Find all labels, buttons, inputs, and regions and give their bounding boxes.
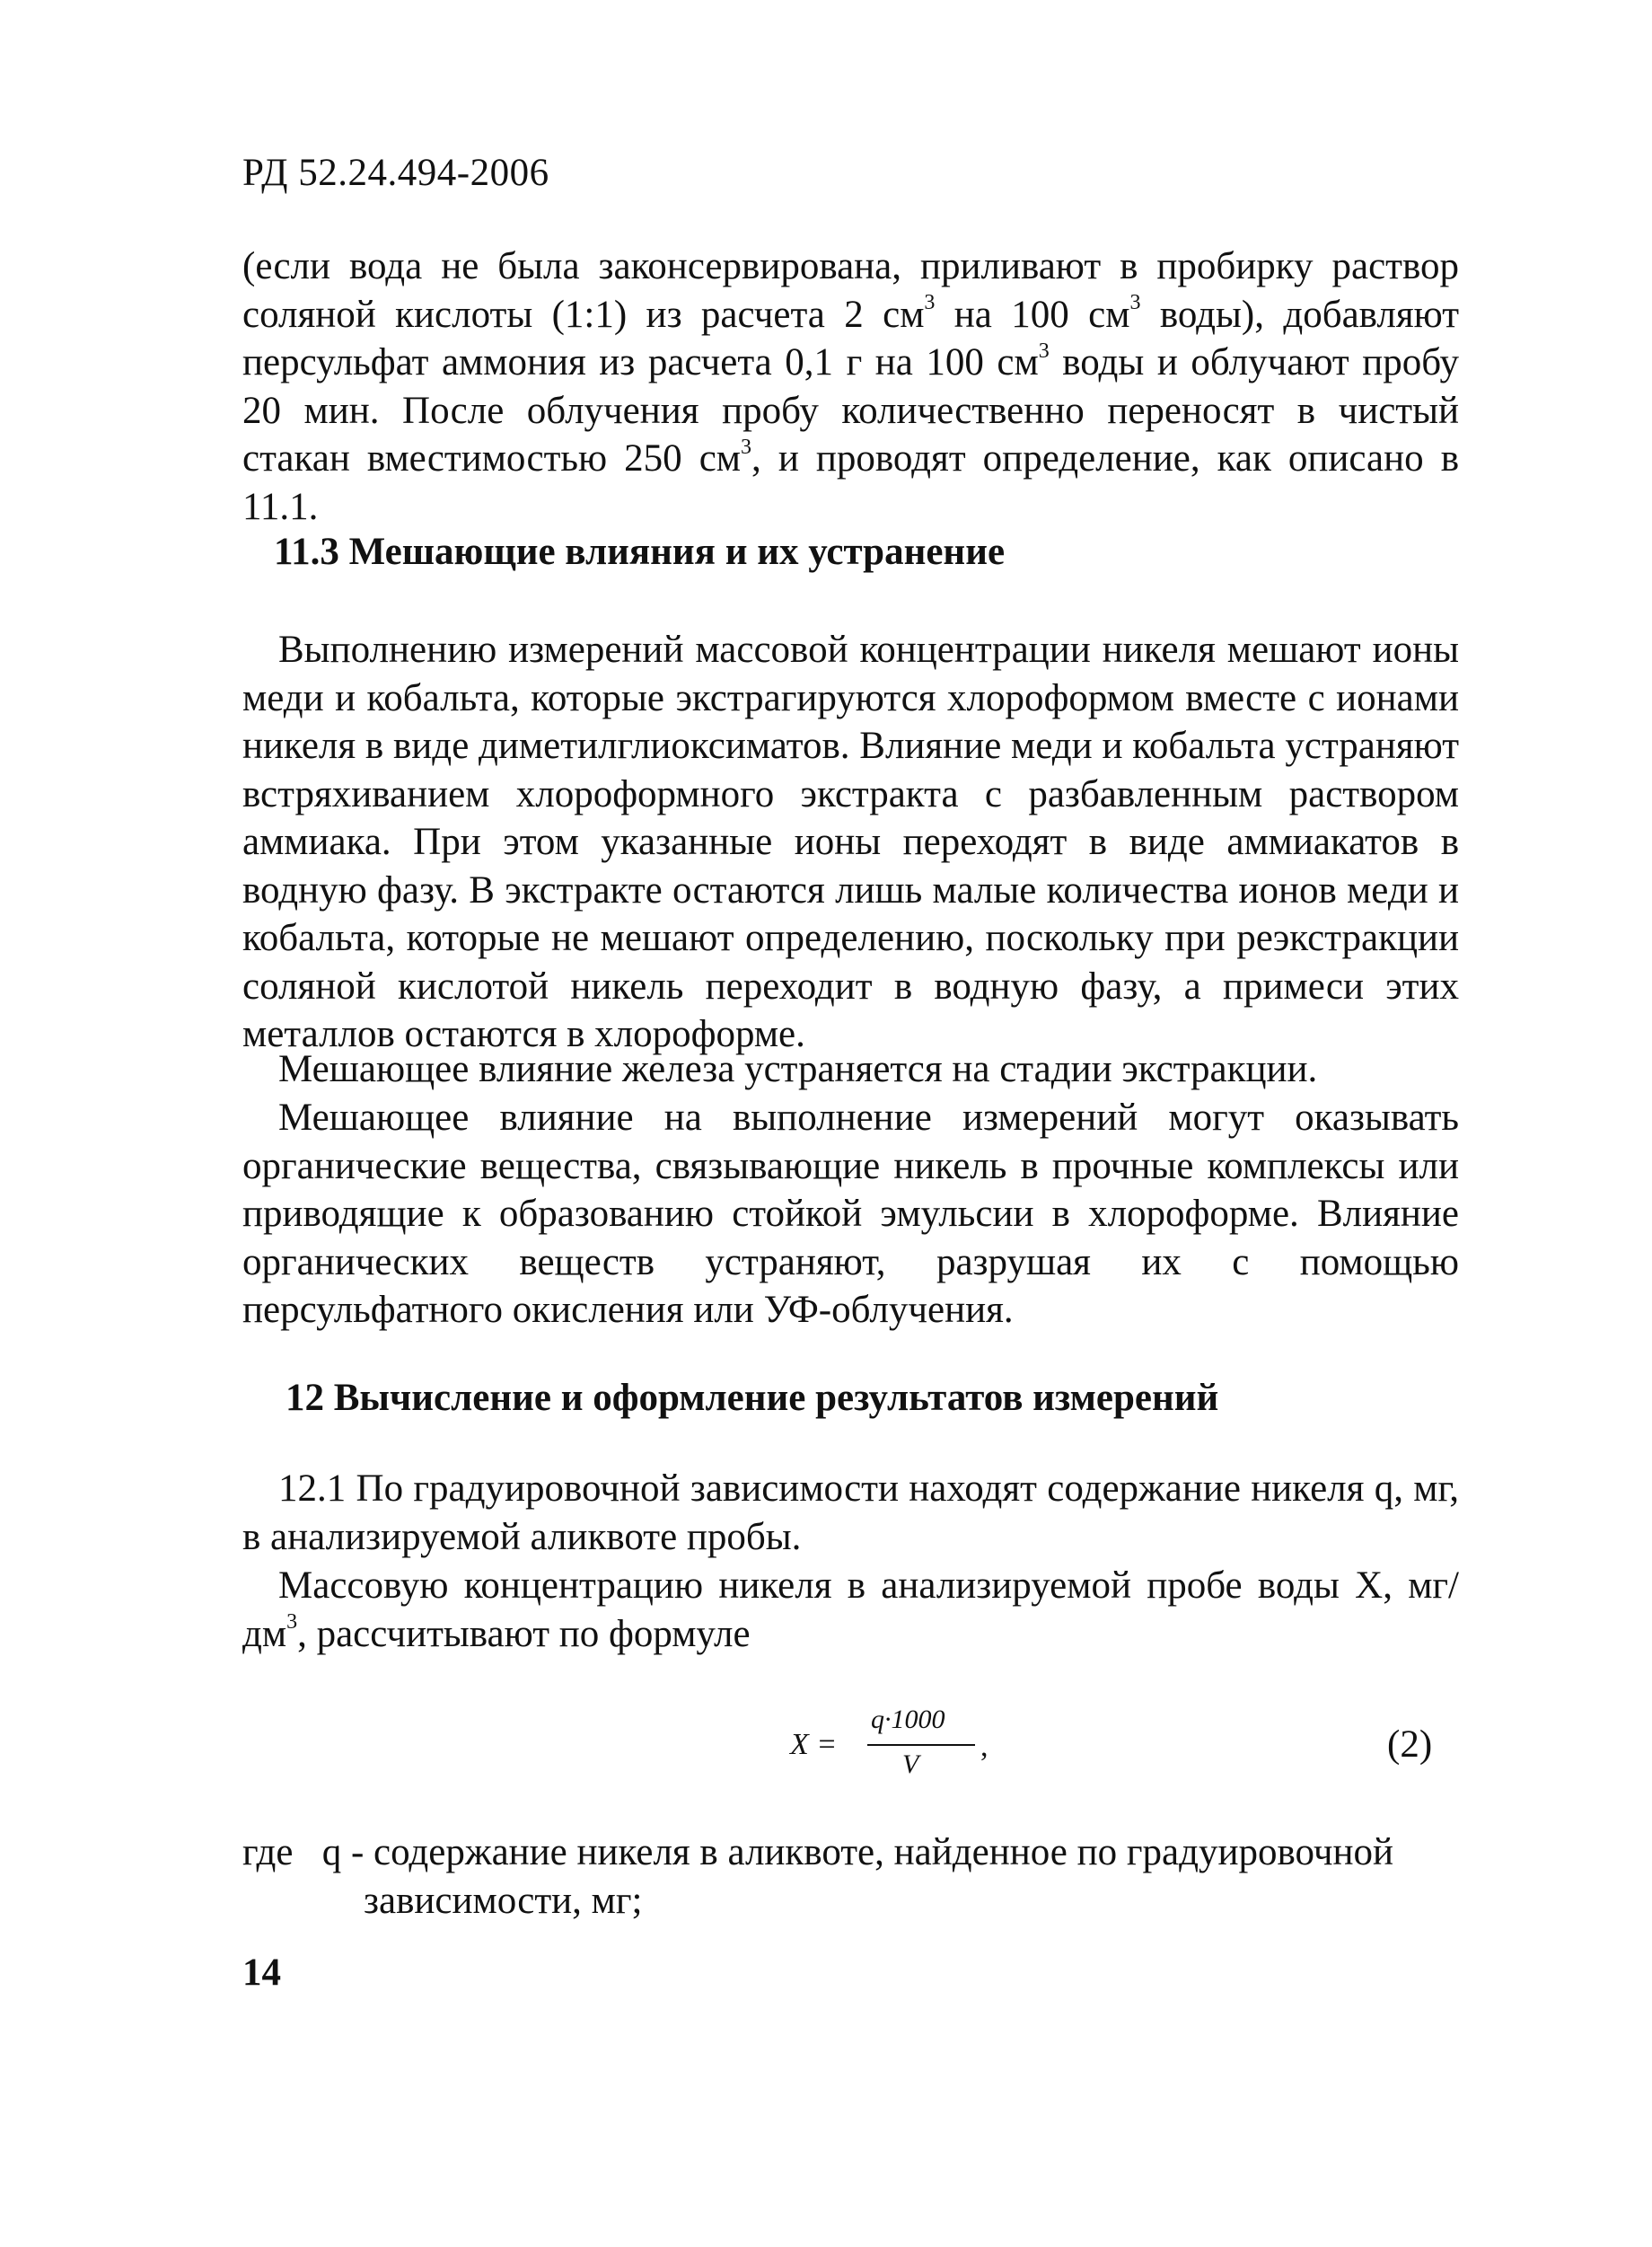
formula-numerator: q·1000 bbox=[871, 1705, 945, 1734]
variable-definition bbox=[242, 1828, 1459, 1925]
formula-lhs: X = bbox=[790, 1728, 838, 1761]
section-11-3-paragraph-1: Выполнению измерений массовой концентрации никеля мешают ионы меди и кобальта, которые экстрагируются хлороформом вместе с ионами никеля в виде диметилглиоксиматов. Влияние меди и кобальта устраняют встряхиванием хлороформного экстракта с разбавленным раствором аммиака. При этом указанные ионы переходят в виде аммиакатов в водную фазу. В экстракте остаются лишь малые количества ионов меди и кобальта, которые не мешают определению, поскольку при реэкстракции соляной кислотой никель переходит в водную фазу, а примеси этих металлов остаются в хлороформе. bbox=[242, 629, 1459, 1055]
fraction-bar bbox=[867, 1744, 975, 1746]
section-11-3-paragraph-2: Мешающее влияние железа устраняется на стадии экстракции. bbox=[278, 1048, 1318, 1090]
definition-where: где bbox=[242, 1831, 294, 1873]
formula-comma: , bbox=[980, 1730, 989, 1763]
definition-continuation: зависимости, мг; bbox=[364, 1880, 643, 1922]
section-12-heading: 12 Вычисление и оформление результатов измерений bbox=[286, 1377, 1219, 1419]
intro-paragraph: (если вода не была законсервирована, приливают в пробирку раствор соляной кислоты (1:1) из расчета 2 $см^3$ на 100 $см^3$ воды), добавляют персульфат аммония из расчета 0,1 г на 100 $см^3$ воды и облучают пробу 20 мин. После облучения пробу количественно переносят в чистый стакан вместимостью 250 $см^3$, и проводят определение, как описано в 11.1. bbox=[242, 245, 1459, 528]
formula-2 bbox=[790, 1705, 988, 1794]
section-11-3-paragraph-3: Мешающее влияние на выполнение измерений могут оказывать органические вещества, связывающие никель в прочные комплексы или приводящие к образованию стойкой эмульсии в хлороформе. Влияние органических веществ устраняют, разрушая их с помощью персульфатного окисления или УФ-облучения. bbox=[242, 1097, 1459, 1331]
equation-number: (2) bbox=[1387, 1723, 1433, 1766]
page-number: 14 bbox=[242, 1952, 281, 1994]
definition-symbol: q bbox=[321, 1831, 342, 1873]
definition-text: содержание никеля в аликвоте, найденное по градуировочной bbox=[373, 1831, 1393, 1873]
document-code: РД 52.24.494-2006 bbox=[242, 152, 549, 194]
definition-dash: - bbox=[350, 1831, 365, 1873]
section-12-formula-intro: Массовую концентрацию никеля в анализируемой пробе воды Х, $мг/дм^3$, рассчитывают по формуле bbox=[242, 1564, 1459, 1655]
formula-denominator: V bbox=[902, 1749, 919, 1779]
section-12-1-paragraph: 12.1 По градуировочной зависимости находят содержание никеля q, мг, в анализируемой аликвоте пробы. bbox=[242, 1467, 1459, 1558]
section-11-3-heading: 11.3 Мешающие влияния и их устранение bbox=[274, 531, 1006, 573]
